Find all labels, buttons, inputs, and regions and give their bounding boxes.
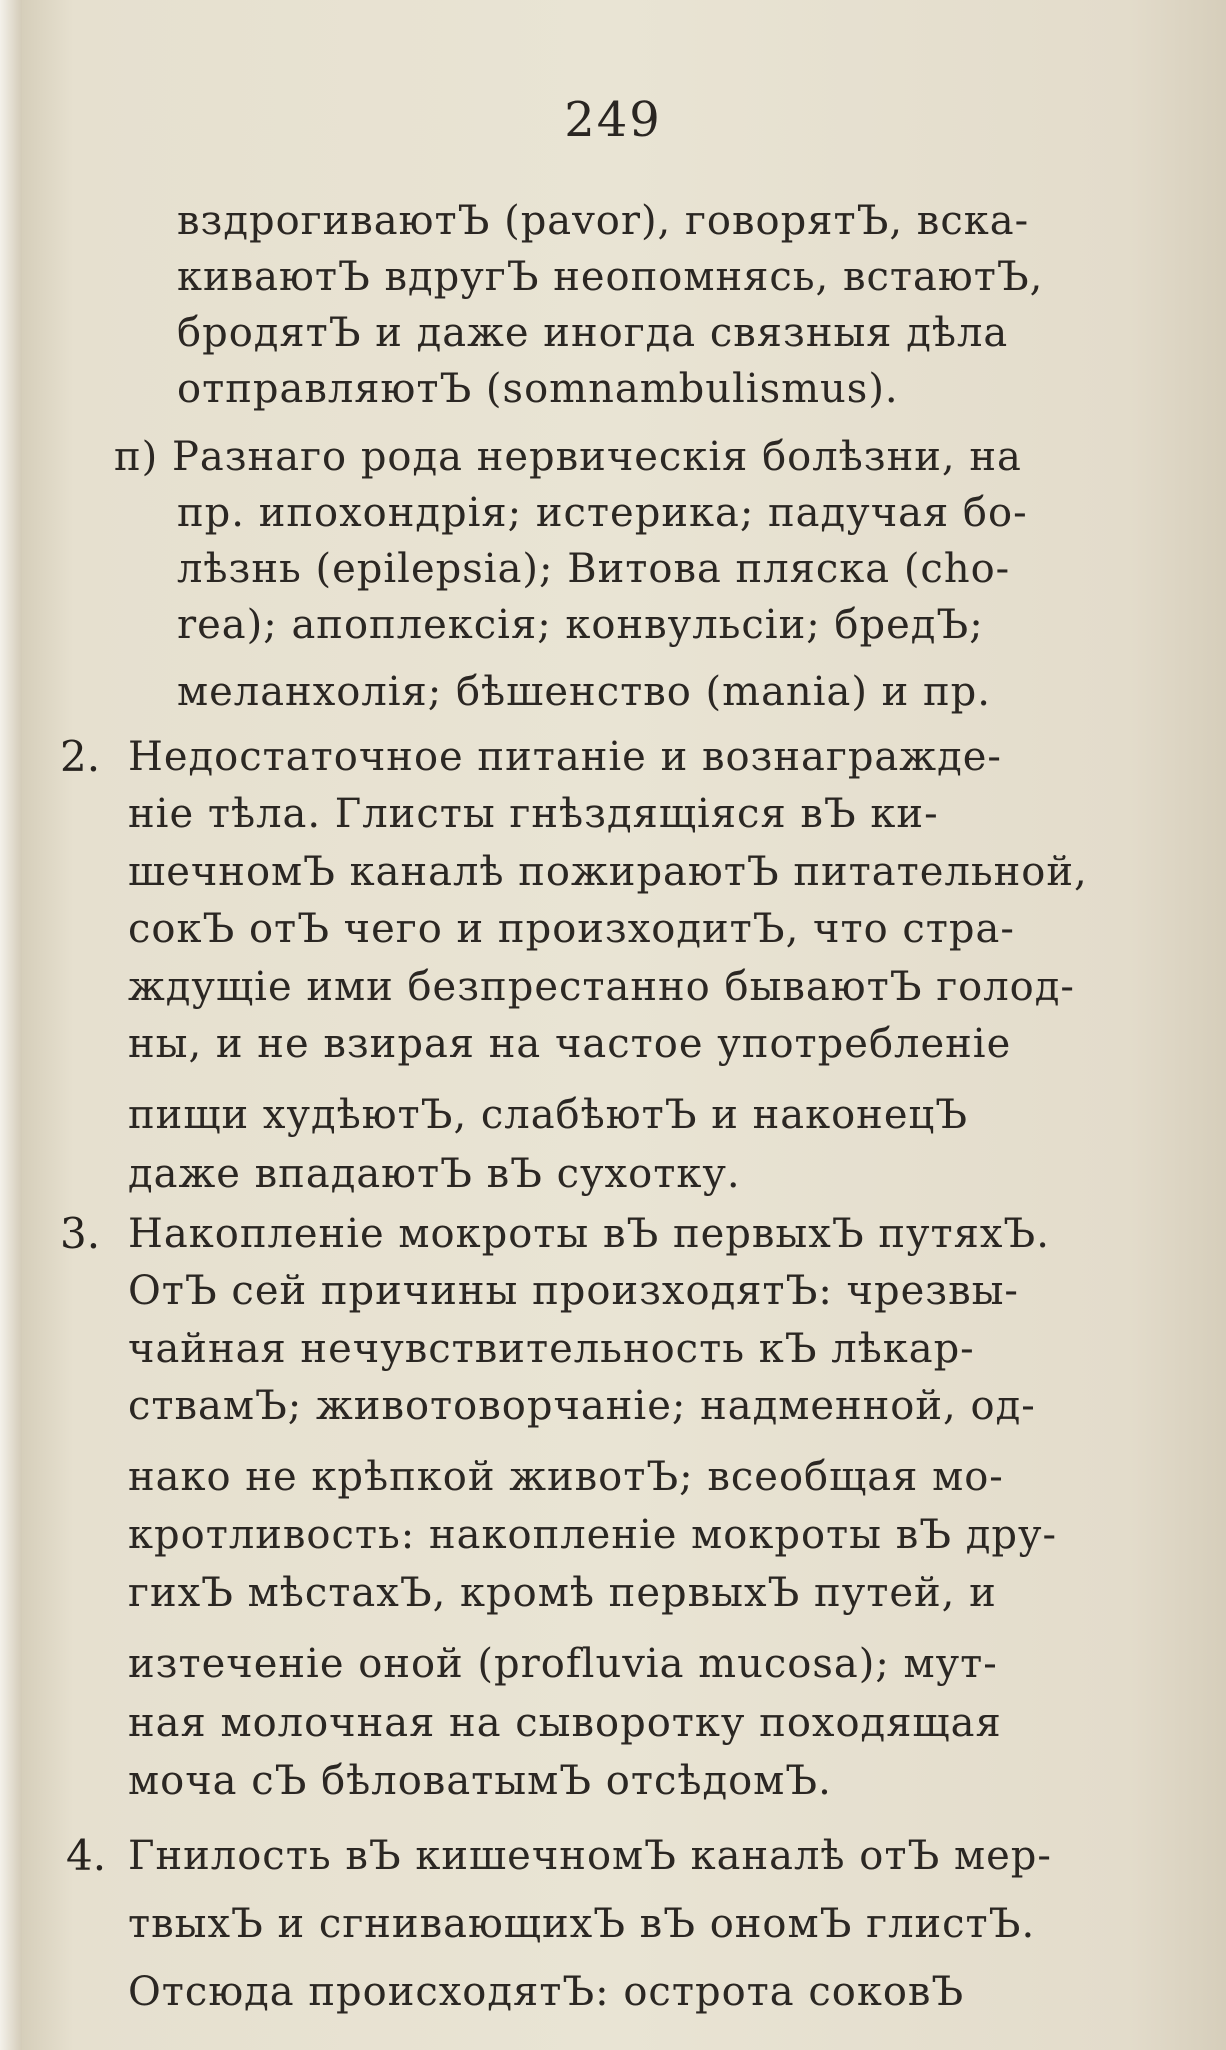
text-line: моча сЪ бѣловатымЪ отсѣдомЪ. bbox=[128, 1758, 832, 1804]
text-line: отправляютЪ (somnambulismus). bbox=[177, 366, 899, 412]
text-line: ОтЪ сей причины произходятЪ: чрезвы- bbox=[128, 1268, 1019, 1314]
text-line: кротливость: накопленіе мокроты вЪ дру- bbox=[128, 1512, 1058, 1558]
text-line: п) Разнаго рода нервическія болѣзни, на bbox=[114, 434, 1022, 480]
text-line: нако не крѣпкой животЪ; всеобщая мо- bbox=[128, 1454, 1004, 1500]
page-edge bbox=[0, 0, 22, 2050]
text-line: шечномЪ каналѣ пожираютЪ питательной, bbox=[128, 849, 1088, 895]
text-line: Отсюда происходятЪ: острота соковЪ bbox=[128, 1969, 965, 2015]
item-number: 2. bbox=[60, 732, 101, 781]
text-line: киваютЪ вдругЪ неопомнясь, встаютЪ, bbox=[177, 254, 1044, 300]
text-line: пр. ипохондрія; истерика; падучая бо- bbox=[177, 490, 1028, 536]
text-line: Гнилость вЪ кишечномЪ каналѣ отЪ мер- bbox=[128, 1833, 1052, 1879]
page-number: 249 bbox=[564, 92, 662, 148]
text-line: вздрогиваютЪ (pavor), говорятЪ, вска- bbox=[177, 198, 1030, 244]
text-line: ствамЪ; животоворчаніе; надменной, од- bbox=[128, 1383, 1036, 1429]
text-line: ніе тѣла. Глисты гнѣздящіяся вЪ ки- bbox=[128, 791, 939, 837]
text-line: Недостаточное питаніе и вознагражде- bbox=[128, 734, 1002, 780]
text-line: rea); апоплексія; конвульсіи; бредЪ; bbox=[177, 602, 984, 648]
text-line: Накопленіе мокроты вЪ первыхЪ путяхЪ. bbox=[128, 1211, 1050, 1257]
text-line: гихЪ мѣстахЪ, кромѣ первыхЪ путей, и bbox=[128, 1570, 997, 1616]
text-line: ная молочная на сыворотку походящая bbox=[128, 1700, 1002, 1746]
text-line: чайная нечувствительность кЪ лѣкар- bbox=[128, 1326, 975, 1372]
item-number: 4. bbox=[66, 1831, 107, 1880]
text-line: твыхЪ и сгнивающихЪ вЪ ономЪ глистЪ. bbox=[128, 1901, 1036, 1947]
text-line: меланхолія; бѣшенство (mania) и пр. bbox=[177, 669, 992, 715]
text-line: изтеченіе оной (profluvia mucosa); мут- bbox=[128, 1641, 998, 1687]
text-line: бродятЪ и даже иногда связныя дѣла bbox=[177, 310, 1009, 356]
text-line: ждущіе ими безпрестанно бываютЪ голод- bbox=[128, 964, 1075, 1010]
text-line: сокЪ отЪ чего и произходитЪ, что стра- bbox=[128, 906, 1015, 952]
text-line: пищи худѣютЪ, слабѣютЪ и наконецЪ bbox=[128, 1092, 968, 1138]
text-line: лѣзнь (epilepsia); Витова пляска (cho- bbox=[177, 546, 1011, 592]
text-line: ны, и не взирая на частое употребленіе bbox=[128, 1021, 1012, 1067]
text-line: даже впадаютЪ вЪ сухотку. bbox=[128, 1151, 741, 1197]
item-number: 3. bbox=[60, 1209, 101, 1258]
